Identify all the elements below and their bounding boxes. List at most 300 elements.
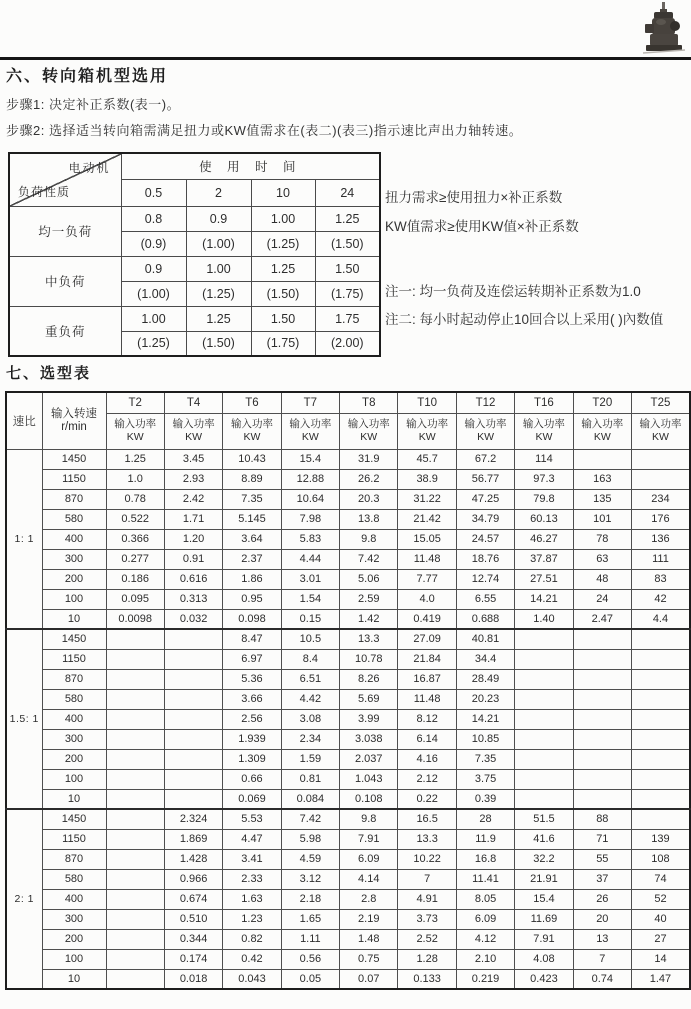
power-value-cell: 1.71 — [164, 509, 222, 529]
power-value-cell: 136 — [632, 529, 690, 549]
power-value-cell — [106, 969, 164, 989]
power-value-cell: 0.15 — [281, 609, 339, 629]
power-value-cell: 2.037 — [340, 749, 398, 769]
power-value-cell: 15.4 — [281, 449, 339, 469]
power-value-cell: 10.85 — [456, 729, 514, 749]
power-value-cell: 2.42 — [164, 489, 222, 509]
power-value-cell — [632, 809, 690, 829]
power-value-cell — [573, 789, 631, 809]
power-value-cell: 5.06 — [340, 569, 398, 589]
power-value-cell: 2.37 — [223, 549, 281, 569]
power-value-cell: 20.3 — [340, 489, 398, 509]
power-value-cell: 8.12 — [398, 709, 456, 729]
power-value-cell: 0.616 — [164, 569, 222, 589]
table-row — [6, 392, 690, 413]
selection-table-title: 七、选型表 — [6, 365, 92, 382]
power-value-cell — [106, 909, 164, 929]
speed-cell: 870 — [42, 489, 106, 509]
power-value-cell: 1.0 — [106, 469, 164, 489]
power-value-cell — [106, 649, 164, 669]
power-value-cell: 108 — [632, 849, 690, 869]
note-1: 注一: 均一负荷及连偿运转期补正系数为1.0 — [385, 284, 641, 299]
factor-cell-paren: (1.50) — [315, 231, 380, 256]
factor-cell-paren: (1.00) — [186, 231, 251, 256]
table-row — [6, 729, 690, 749]
power-value-cell: 1.86 — [223, 569, 281, 589]
power-value-cell: 1.11 — [281, 929, 339, 949]
power-value-cell — [106, 949, 164, 969]
power-value-cell: 16.8 — [456, 849, 514, 869]
ratio-cell: 2: 1 — [6, 809, 42, 989]
model-header: T2 — [106, 392, 164, 413]
power-value-cell: 3.66 — [223, 689, 281, 709]
power-value-cell: 234 — [632, 489, 690, 509]
speed-cell: 1450 — [42, 629, 106, 649]
power-value-cell: 4.08 — [515, 949, 573, 969]
power-value-cell: 0.66 — [223, 769, 281, 789]
power-value-cell: 27.09 — [398, 629, 456, 649]
power-value-cell — [164, 769, 222, 789]
power-value-cell: 8.26 — [340, 669, 398, 689]
factor-cell-paren: (1.00) — [121, 281, 186, 306]
power-value-cell: 0.22 — [398, 789, 456, 809]
power-value-cell: 67.2 — [456, 449, 514, 469]
power-value-cell: 10.5 — [281, 629, 339, 649]
power-value-cell: 1.939 — [223, 729, 281, 749]
model-header: T6 — [223, 392, 281, 413]
model-header: T7 — [281, 392, 339, 413]
power-value-cell — [106, 829, 164, 849]
power-value-cell: 1.59 — [281, 749, 339, 769]
power-value-cell: 48 — [573, 569, 631, 589]
power-value-cell: 0.277 — [106, 549, 164, 569]
power-value-cell — [573, 749, 631, 769]
power-value-cell: 3.73 — [398, 909, 456, 929]
power-value-cell: 2.34 — [281, 729, 339, 749]
power-value-cell: 24 — [573, 589, 631, 609]
speed-cell: 580 — [42, 689, 106, 709]
time-col-header: 24 — [315, 179, 380, 206]
power-value-cell: 6.09 — [340, 849, 398, 869]
power-value-cell: 13 — [573, 929, 631, 949]
power-unit-header: 输入功率KW — [515, 413, 573, 449]
power-value-cell: 6.55 — [456, 589, 514, 609]
speed-cell: 10 — [42, 969, 106, 989]
power-value-cell: 71 — [573, 829, 631, 849]
table-row — [6, 589, 690, 609]
power-value-cell: 1.869 — [164, 829, 222, 849]
power-value-cell — [515, 629, 573, 649]
power-value-cell: 12.74 — [456, 569, 514, 589]
power-value-cell: 1.25 — [106, 449, 164, 469]
speed-cell: 200 — [42, 749, 106, 769]
power-value-cell — [632, 649, 690, 669]
power-value-cell: 0.07 — [340, 969, 398, 989]
power-value-cell: 0.75 — [340, 949, 398, 969]
notes-block — [385, 278, 663, 334]
power-value-cell — [515, 649, 573, 669]
step1-text: 步骤1: 决定补正系数(表一)。 — [6, 97, 181, 112]
power-value-cell: 15.4 — [515, 889, 573, 909]
power-value-cell: 13.3 — [398, 829, 456, 849]
power-value-cell: 10.64 — [281, 489, 339, 509]
corner-label-load: 负荷性质 — [18, 184, 71, 199]
speed-header-line1: 输入转速 — [51, 407, 97, 420]
table-row — [6, 689, 690, 709]
table-row — [6, 509, 690, 529]
power-value-cell: 6.14 — [398, 729, 456, 749]
power-value-cell — [164, 729, 222, 749]
speed-cell: 580 — [42, 869, 106, 889]
power-value-cell — [573, 769, 631, 789]
ratio-column-header: 速比 — [6, 392, 42, 449]
power-value-cell: 7.42 — [281, 809, 339, 829]
speed-cell: 200 — [42, 929, 106, 949]
power-value-cell: 0.084 — [281, 789, 339, 809]
power-value-cell: 83 — [632, 569, 690, 589]
power-value-cell: 20 — [573, 909, 631, 929]
power-value-cell: 27.51 — [515, 569, 573, 589]
table-row — [9, 306, 380, 331]
power-value-cell: 1.42 — [340, 609, 398, 629]
power-value-cell: 7 — [573, 949, 631, 969]
power-value-cell: 0.82 — [223, 929, 281, 949]
power-value-cell: 3.99 — [340, 709, 398, 729]
power-value-cell: 5.98 — [281, 829, 339, 849]
power-value-cell: 0.0098 — [106, 609, 164, 629]
power-value-cell — [632, 749, 690, 769]
power-value-cell: 114 — [515, 449, 573, 469]
speed-cell: 870 — [42, 669, 106, 689]
power-value-cell: 2.56 — [223, 709, 281, 729]
speed-cell: 100 — [42, 589, 106, 609]
power-value-cell: 5.145 — [223, 509, 281, 529]
power-value-cell: 27 — [632, 929, 690, 949]
usage-time-header: 使 用 时 间 — [121, 153, 380, 179]
power-value-cell: 41.6 — [515, 829, 573, 849]
power-value-cell: 12.88 — [281, 469, 339, 489]
power-value-cell: 111 — [632, 549, 690, 569]
power-value-cell: 4.12 — [456, 929, 514, 949]
selection-table — [5, 391, 691, 990]
factor-cell: 1.00 — [251, 206, 315, 231]
power-value-cell: 0.688 — [456, 609, 514, 629]
table-row — [6, 629, 690, 649]
power-value-cell: 3.64 — [223, 529, 281, 549]
factor-cell-paren: (0.9) — [121, 231, 186, 256]
power-value-cell: 11.48 — [398, 689, 456, 709]
table-row — [6, 969, 690, 989]
speed-header-line2: r/min — [61, 420, 87, 433]
factor-cell: 0.9 — [186, 206, 251, 231]
power-value-cell: 2.8 — [340, 889, 398, 909]
power-value-cell: 4.59 — [281, 849, 339, 869]
power-value-cell: 4.16 — [398, 749, 456, 769]
power-value-cell: 3.08 — [281, 709, 339, 729]
power-value-cell: 7.35 — [456, 749, 514, 769]
power-unit-header: 输入功率KW — [281, 413, 339, 449]
power-value-cell: 21.84 — [398, 649, 456, 669]
power-value-cell: 0.510 — [164, 909, 222, 929]
speed-cell: 1150 — [42, 829, 106, 849]
step2-text: 步骤2: 选择适当转向箱需满足扭力或KW值需求在(表二)(表三)指示速比声出力轴转速。 — [6, 123, 523, 138]
factor-cell: 1.50 — [251, 306, 315, 331]
power-value-cell: 0.522 — [106, 509, 164, 529]
time-col-header: 10 — [251, 179, 315, 206]
power-value-cell: 18.76 — [456, 549, 514, 569]
table-row — [6, 749, 690, 769]
power-value-cell — [106, 729, 164, 749]
page-title: 六、转向箱机型选用 — [6, 68, 169, 85]
power-value-cell: 7.77 — [398, 569, 456, 589]
power-value-cell — [515, 709, 573, 729]
table-row — [6, 649, 690, 669]
power-value-cell: 63 — [573, 549, 631, 569]
table-row — [6, 949, 690, 969]
gearbox-photo — [641, 2, 687, 56]
power-value-cell: 31.22 — [398, 489, 456, 509]
power-value-cell: 7.42 — [340, 549, 398, 569]
power-value-cell: 0.74 — [573, 969, 631, 989]
power-value-cell — [573, 729, 631, 749]
power-value-cell: 4.4 — [632, 609, 690, 629]
power-value-cell: 2.12 — [398, 769, 456, 789]
speed-cell: 1450 — [42, 809, 106, 829]
power-value-cell: 0.95 — [223, 589, 281, 609]
power-value-cell — [106, 889, 164, 909]
speed-cell: 100 — [42, 769, 106, 789]
power-value-cell: 4.14 — [340, 869, 398, 889]
torque-formula: 扭力需求≥使用扭力×补正系数 — [385, 190, 563, 205]
power-value-cell — [632, 449, 690, 469]
speed-cell: 300 — [42, 729, 106, 749]
power-unit-header: 输入功率KW — [106, 413, 164, 449]
power-value-cell: 5.53 — [223, 809, 281, 829]
power-value-cell: 5.69 — [340, 689, 398, 709]
power-value-cell — [106, 629, 164, 649]
power-value-cell: 1.65 — [281, 909, 339, 929]
power-value-cell: 1.23 — [223, 909, 281, 929]
power-value-cell: 7.35 — [223, 489, 281, 509]
power-value-cell: 1.20 — [164, 529, 222, 549]
power-value-cell: 14.21 — [456, 709, 514, 729]
power-value-cell: 101 — [573, 509, 631, 529]
table-row — [6, 789, 690, 809]
power-value-cell: 135 — [573, 489, 631, 509]
power-value-cell — [106, 669, 164, 689]
power-value-cell — [632, 629, 690, 649]
power-value-cell: 40 — [632, 909, 690, 929]
power-value-cell: 13.3 — [340, 629, 398, 649]
power-value-cell — [164, 649, 222, 669]
speed-cell: 400 — [42, 709, 106, 729]
corner-label-motor: 电动机 — [68, 161, 111, 175]
power-value-cell: 0.018 — [164, 969, 222, 989]
correction-factor-table — [8, 152, 381, 357]
power-value-cell: 7.91 — [340, 829, 398, 849]
power-value-cell: 11.41 — [456, 869, 514, 889]
power-value-cell — [632, 689, 690, 709]
model-header: T8 — [340, 392, 398, 413]
power-value-cell — [164, 749, 222, 769]
speed-cell: 100 — [42, 949, 106, 969]
table-row — [9, 206, 380, 231]
power-value-cell: 0.043 — [223, 969, 281, 989]
power-value-cell — [515, 769, 573, 789]
power-value-cell: 176 — [632, 509, 690, 529]
power-value-cell: 28.49 — [456, 669, 514, 689]
power-value-cell — [106, 809, 164, 829]
model-header: T16 — [515, 392, 573, 413]
table-row — [6, 849, 690, 869]
factor-cell: 1.25 — [186, 306, 251, 331]
factor-cell-paren: (1.75) — [315, 281, 380, 306]
power-value-cell: 0.39 — [456, 789, 514, 809]
power-unit-header: 输入功率KW — [632, 413, 690, 449]
power-value-cell — [164, 629, 222, 649]
power-value-cell: 0.174 — [164, 949, 222, 969]
power-value-cell: 0.133 — [398, 969, 456, 989]
power-value-cell: 2.10 — [456, 949, 514, 969]
power-value-cell — [515, 749, 573, 769]
factor-cell-paren: (1.25) — [186, 281, 251, 306]
power-value-cell: 16.87 — [398, 669, 456, 689]
power-value-cell: 1.63 — [223, 889, 281, 909]
power-value-cell: 11.9 — [456, 829, 514, 849]
power-value-cell — [632, 789, 690, 809]
power-value-cell: 0.56 — [281, 949, 339, 969]
power-value-cell: 0.108 — [340, 789, 398, 809]
formula-block — [385, 183, 579, 241]
power-value-cell: 4.0 — [398, 589, 456, 609]
power-value-cell: 2.47 — [573, 609, 631, 629]
table-row — [9, 153, 380, 179]
power-value-cell: 2.324 — [164, 809, 222, 829]
power-value-cell: 1.48 — [340, 929, 398, 949]
power-value-cell: 1.28 — [398, 949, 456, 969]
power-value-cell — [515, 669, 573, 689]
power-value-cell: 3.41 — [223, 849, 281, 869]
power-value-cell: 51.5 — [515, 809, 573, 829]
power-value-cell: 0.186 — [106, 569, 164, 589]
power-value-cell: 8.47 — [223, 629, 281, 649]
power-value-cell: 0.313 — [164, 589, 222, 609]
speed-cell: 580 — [42, 509, 106, 529]
power-value-cell: 15.05 — [398, 529, 456, 549]
factor-cell: 1.25 — [315, 206, 380, 231]
power-value-cell — [573, 709, 631, 729]
power-value-cell: 2.59 — [340, 589, 398, 609]
table-row — [6, 449, 690, 469]
power-value-cell: 10.43 — [223, 449, 281, 469]
power-value-cell — [515, 729, 573, 749]
power-value-cell — [106, 709, 164, 729]
power-unit-header: 输入功率KW — [223, 413, 281, 449]
power-value-cell: 0.344 — [164, 929, 222, 949]
power-value-cell: 16.5 — [398, 809, 456, 829]
power-value-cell: 0.966 — [164, 869, 222, 889]
speed-cell: 10 — [42, 609, 106, 629]
power-value-cell: 40.81 — [456, 629, 514, 649]
power-value-cell: 7.91 — [515, 929, 573, 949]
power-unit-header: 输入功率KW — [573, 413, 631, 449]
power-value-cell: 20.23 — [456, 689, 514, 709]
power-value-cell — [632, 729, 690, 749]
power-value-cell: 0.81 — [281, 769, 339, 789]
table-row — [6, 413, 690, 449]
power-value-cell: 1.428 — [164, 849, 222, 869]
power-value-cell: 3.01 — [281, 569, 339, 589]
kw-formula: KW值需求≥使用KW值×补正系数 — [385, 219, 579, 234]
power-value-cell — [573, 669, 631, 689]
power-value-cell: 6.09 — [456, 909, 514, 929]
power-value-cell: 45.7 — [398, 449, 456, 469]
power-value-cell — [106, 689, 164, 709]
power-value-cell: 2.52 — [398, 929, 456, 949]
speed-cell: 400 — [42, 889, 106, 909]
power-value-cell: 37.87 — [515, 549, 573, 569]
power-value-cell: 5.36 — [223, 669, 281, 689]
table-row — [6, 829, 690, 849]
speed-cell: 300 — [42, 909, 106, 929]
power-value-cell: 21.42 — [398, 509, 456, 529]
table-row — [6, 889, 690, 909]
power-value-cell: 38.9 — [398, 469, 456, 489]
power-value-cell — [632, 769, 690, 789]
power-value-cell: 1.309 — [223, 749, 281, 769]
power-value-cell: 0.674 — [164, 889, 222, 909]
power-value-cell: 46.27 — [515, 529, 573, 549]
factor-cell: 0.9 — [121, 256, 186, 281]
power-value-cell: 0.423 — [515, 969, 573, 989]
power-value-cell — [106, 749, 164, 769]
power-unit-header: 输入功率KW — [340, 413, 398, 449]
time-col-header: 2 — [186, 179, 251, 206]
model-header: T25 — [632, 392, 690, 413]
power-value-cell: 1.54 — [281, 589, 339, 609]
factor-cell-paren: (2.00) — [315, 331, 380, 356]
power-value-cell: 0.032 — [164, 609, 222, 629]
power-unit-header: 输入功率KW — [164, 413, 222, 449]
power-value-cell — [106, 769, 164, 789]
power-value-cell: 11.48 — [398, 549, 456, 569]
factor-cell-paren: (1.75) — [251, 331, 315, 356]
power-value-cell: 8.05 — [456, 889, 514, 909]
power-value-cell: 3.75 — [456, 769, 514, 789]
power-value-cell — [573, 629, 631, 649]
power-value-cell: 31.9 — [340, 449, 398, 469]
factor-cell-paren: (1.50) — [251, 281, 315, 306]
power-value-cell: 97.3 — [515, 469, 573, 489]
power-value-cell: 0.069 — [223, 789, 281, 809]
power-value-cell: 26 — [573, 889, 631, 909]
power-value-cell: 8.4 — [281, 649, 339, 669]
model-header: T10 — [398, 392, 456, 413]
table-row — [6, 469, 690, 489]
model-header: T12 — [456, 392, 514, 413]
power-value-cell: 2.93 — [164, 469, 222, 489]
power-value-cell — [573, 689, 631, 709]
model-header: T4 — [164, 392, 222, 413]
power-value-cell: 42 — [632, 589, 690, 609]
power-value-cell: 0.419 — [398, 609, 456, 629]
table-row — [6, 909, 690, 929]
power-value-cell: 4.42 — [281, 689, 339, 709]
power-value-cell: 7.98 — [281, 509, 339, 529]
power-value-cell: 0.05 — [281, 969, 339, 989]
power-value-cell — [164, 789, 222, 809]
power-value-cell: 139 — [632, 829, 690, 849]
